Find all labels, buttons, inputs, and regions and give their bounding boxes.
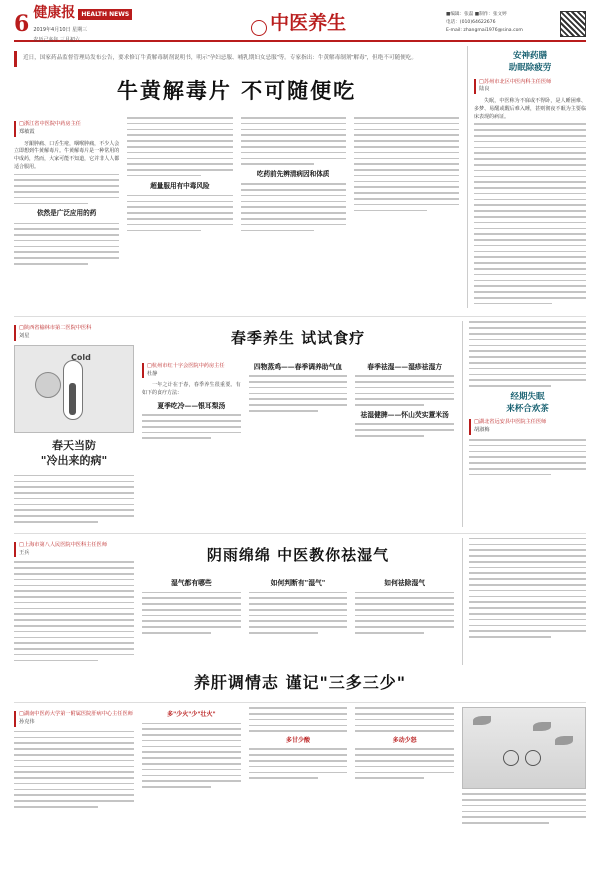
article-text xyxy=(354,117,459,211)
leaf-icon xyxy=(473,716,491,725)
side-article-1-intro: 失眠，中医称为不寐或不得卧，是人睡困难、多梦、易醒或醒后难入睡，甚则彻夜不眠为主要临床表现的病证。 xyxy=(474,98,586,120)
section-logo-icon xyxy=(251,20,267,36)
spring-feature-title: 春天当防 "冷出来的病" xyxy=(40,439,108,467)
brand-block xyxy=(33,3,151,44)
editor-line: ■编辑：张磊 ■制作：张文婷 xyxy=(446,12,507,17)
article-column-2 xyxy=(127,117,232,269)
spring-col-3 xyxy=(355,359,454,444)
article-text xyxy=(142,414,241,439)
lunar-date: 农历己亥年 三月初六 xyxy=(33,36,80,43)
article-text xyxy=(142,592,241,634)
leaf-icon xyxy=(533,722,551,731)
liver-right xyxy=(462,707,586,828)
main-byline: □浙江省中医院中药房主任 郑敏霞 xyxy=(14,121,119,137)
article-column-4 xyxy=(354,117,459,269)
article-text xyxy=(142,723,241,788)
spring-col-2 xyxy=(249,359,348,444)
article-text xyxy=(249,592,348,634)
spring-sub-3: 春季祛湿——湿疹祛湿方 xyxy=(367,362,443,371)
leaf-icon xyxy=(555,736,573,745)
side-article-2-byline: □湖北省远安县中医院主任医师 胡淑梅 xyxy=(469,419,586,435)
spring-sub-1: 夏季吃冷——银耳梨汤 xyxy=(157,401,226,410)
spring-sub-4: 祛湿健脾——怀山芡实薏米汤 xyxy=(360,410,449,419)
article-text xyxy=(462,793,586,824)
article-text xyxy=(355,423,454,436)
spring-section xyxy=(14,316,586,526)
bicycle-wheel-icon xyxy=(525,750,541,766)
side-article-1-title: 安神药膳 助眠除疲劳 xyxy=(508,51,552,74)
side-article-1-byline: □苏州市北区中医内科主任医师 陆良 xyxy=(474,79,586,95)
damp-sub-3: 如何祛除湿气 xyxy=(384,579,426,588)
main-intro: 牙龈肿痛、口舌生疮，咽喉肿痛，不少人会立即想到牛黄解毒片。牛黄解毒片是一种常用的中成药，然而，大家可能不知道，它并非人人都适合服用。 xyxy=(14,140,120,170)
main-subhead-3: 吃药前先辨清病因和体质 xyxy=(256,170,330,179)
cold-label-icon: Cold xyxy=(71,353,91,363)
damp-sub-1: 湿气都有哪些 xyxy=(170,579,212,588)
article-text xyxy=(355,748,454,779)
spring-col-1 xyxy=(142,359,241,444)
brand-name: 健康报 xyxy=(33,5,76,22)
article-text xyxy=(127,117,232,176)
article-text xyxy=(249,375,348,411)
side-article-2 xyxy=(462,321,586,526)
damp-col-3 xyxy=(355,575,454,638)
article-text xyxy=(14,223,119,265)
damp-col-2 xyxy=(249,575,348,638)
article-column-3 xyxy=(241,117,346,269)
spring-sub-2: 四物蒸鸡——春季调养助气血 xyxy=(253,362,343,371)
spring-left-byline: □陕西省榆林市第二医院中医科 刘星 xyxy=(14,325,134,341)
section-title: 中医养生 xyxy=(270,12,347,35)
lead-notice: 近日，国家药品监督管理局发布公告，要求修订牛黄解毒制剂说明书，明示"孕妇忌服、哺乳期妇女忌服"等。专家指出：牛黄解毒制剂"解毒"，但绝不可随便吃。 xyxy=(14,51,459,67)
liver-sub-2: 多甘少酸 xyxy=(286,737,311,745)
article-text xyxy=(355,375,454,406)
liver-section xyxy=(14,702,586,828)
damp-right xyxy=(462,538,586,666)
top-area xyxy=(14,46,586,308)
article-text xyxy=(14,561,134,661)
spring-outing-illustration xyxy=(462,707,586,789)
thermometer-icon xyxy=(63,360,83,420)
main-subhead-1: 依然是广泛应用的药 xyxy=(36,209,97,218)
phone-line: 电话：(010)64622676 xyxy=(446,19,496,25)
damp-section xyxy=(14,533,586,666)
article-text xyxy=(469,538,586,638)
article-text xyxy=(469,439,586,475)
email-line: E-mail: zhangmai1976@sina.com xyxy=(446,27,523,33)
article-text xyxy=(249,748,348,779)
article-text xyxy=(14,174,119,205)
liver-left xyxy=(14,707,134,828)
editor-info xyxy=(446,11,586,37)
article-text xyxy=(355,707,454,732)
article-text xyxy=(241,183,346,231)
bicycle-wheel-icon xyxy=(503,750,519,766)
article-text xyxy=(241,117,346,165)
damp-sub-2: 如何判断有"湿气" xyxy=(270,579,326,588)
damp-headline: 阴雨绵绵 中医教你祛湿气 xyxy=(206,545,390,564)
article-text xyxy=(14,731,134,808)
cold-illustration xyxy=(14,345,134,433)
page-number: 6 xyxy=(14,11,30,37)
qr-code-icon xyxy=(560,11,586,37)
issue-date: 2019年4月10日 星期三 xyxy=(33,27,88,34)
side-article-2-title: 经期失眠 来杯合欢茶 xyxy=(506,391,549,415)
side-article-1 xyxy=(467,46,586,308)
masthead xyxy=(14,5,586,43)
liver-sub-3: 多动少怒 xyxy=(392,737,417,745)
spring-center-byline: □杭州市红十字会医院中药房主任 杜静 xyxy=(142,363,241,379)
person-face-icon xyxy=(35,372,61,398)
damp-byline: □上海市第八人民医院中医科主任医师 王兵 xyxy=(14,542,134,558)
liver-byline: □湖南中医药大学第一附属医院肝病中心主任医师 孙克伟 xyxy=(14,711,134,727)
main-headline: 牛黄解毒片 不可随便吃 xyxy=(116,77,357,103)
liver-sub-1: 多"少火"少"壮火" xyxy=(167,711,216,719)
brand-name-en: HEALTH NEWS xyxy=(78,9,132,20)
liver-headline: 养肝调情志 谨记"三多三少" xyxy=(193,673,407,693)
liver-center xyxy=(142,707,454,828)
damp-center xyxy=(142,538,454,666)
damp-left xyxy=(14,538,134,666)
spring-left-column xyxy=(14,321,134,526)
liver-col-1 xyxy=(142,707,241,792)
article-text xyxy=(249,707,348,732)
spring-center xyxy=(142,321,454,526)
article-text xyxy=(474,123,586,304)
article-column-1 xyxy=(14,117,119,269)
spring-intro: 一年之计在于春，春季养生很重要。有如下的食疗方法： xyxy=(142,382,241,397)
article-text xyxy=(14,475,134,523)
main-subhead-2: 超量服用有中毒风险 xyxy=(150,181,210,190)
article-text xyxy=(469,321,586,386)
liver-col-2 xyxy=(249,707,348,792)
main-article xyxy=(14,46,459,308)
section-title-block xyxy=(151,9,446,38)
liver-col-3 xyxy=(355,707,454,792)
article-text xyxy=(127,195,232,231)
spring-headline: 春季养生 试试食疗 xyxy=(230,329,366,348)
damp-col-1 xyxy=(142,575,241,638)
article-text xyxy=(355,592,454,634)
